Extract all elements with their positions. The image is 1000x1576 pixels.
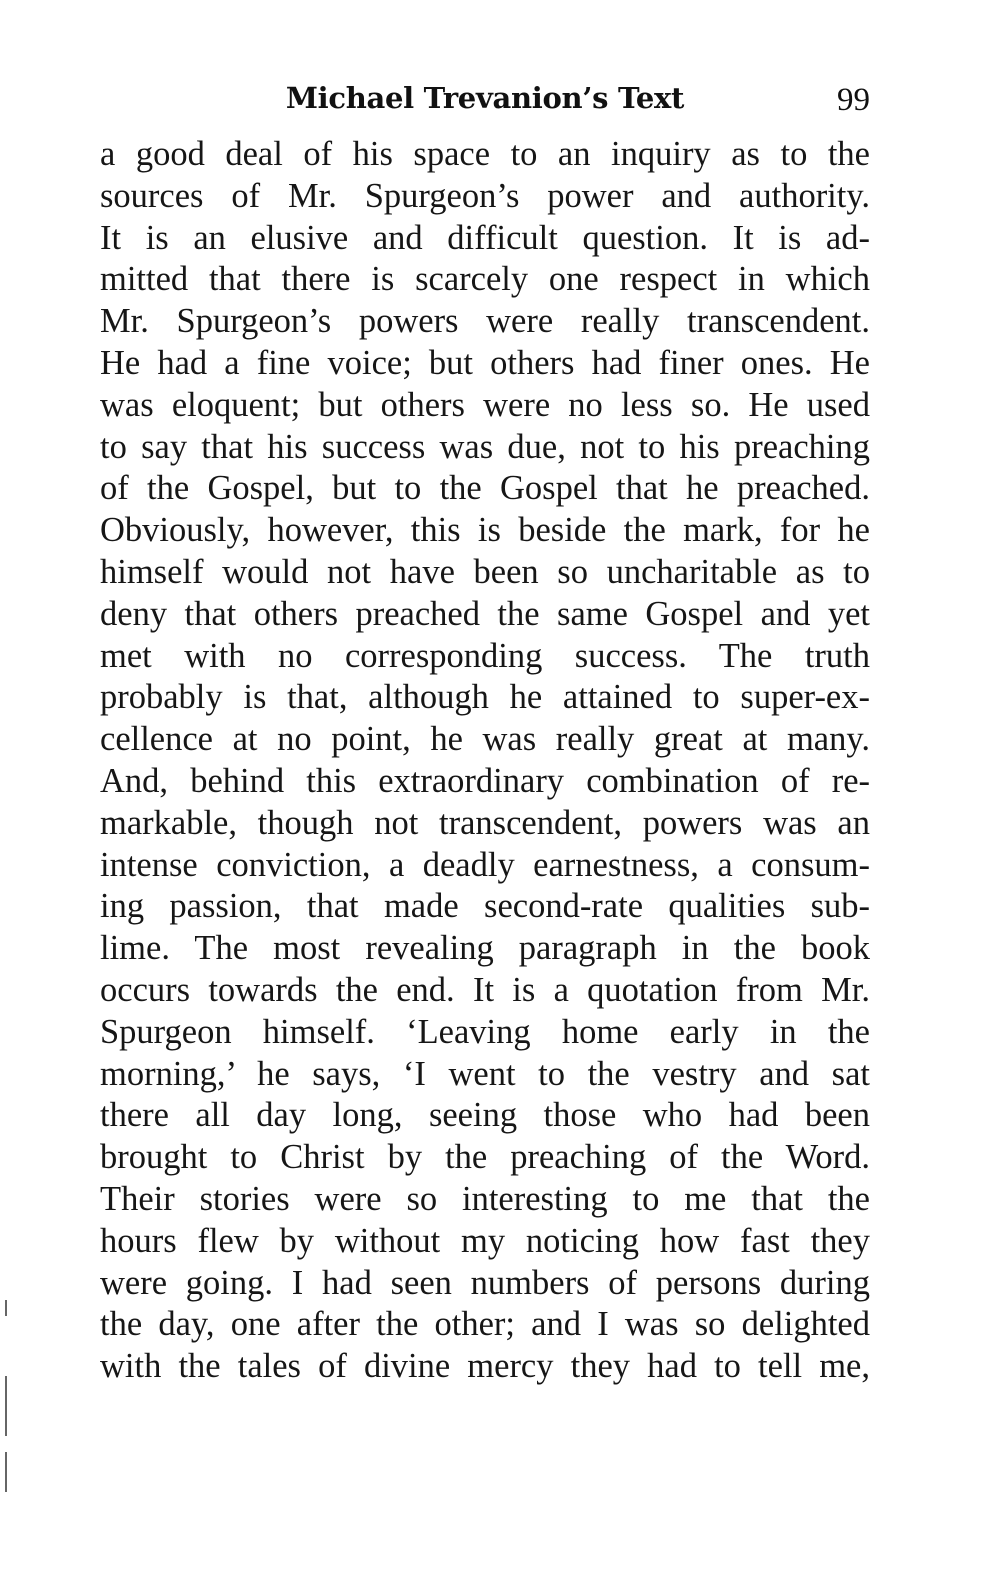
text-line: intense conviction, a deadly earnestness, a consum- [100, 845, 870, 884]
text-line: hours flew by without my noticing how fast they [100, 1221, 870, 1260]
text-line: Mr. Spurgeon’s powers were really transcendent. [100, 302, 870, 341]
scan-edge-mark [5, 1376, 7, 1436]
text-line: markable, though not transcendent, powers was an [100, 803, 870, 842]
text-line: with the tales of divine mercy they had to tell me, [100, 1347, 870, 1386]
text-line: deny that others preached the same Gospel and yet [100, 594, 870, 633]
text-line: It is an elusive and difficult question. It is ad- [100, 218, 870, 257]
text-line: to say that his success was due, not to his preaching [100, 427, 870, 466]
text-line: lime. The most revealing paragraph in the book [100, 929, 870, 968]
scan-edge-mark [5, 1300, 7, 1316]
text-line: morning,’ he says, ‘I went to the vestry and sat [100, 1054, 870, 1093]
text-line: And, behind this extraordinary combination of re- [100, 761, 870, 800]
text-line: He had a fine voice; but others had finer ones. He [100, 343, 870, 382]
text-line: there all day long, seeing those who had been [100, 1096, 870, 1135]
text-line: sources of Mr. Spurgeon’s power and authority. [100, 176, 870, 215]
text-line: Obviously, however, this is beside the mark, for he [100, 511, 870, 550]
scan-edge-mark [5, 1452, 7, 1492]
text-line: were going. I had seen numbers of persons during [100, 1263, 870, 1302]
text-line: the day, one after the other; and I was so delighted [100, 1305, 870, 1344]
text-line: met with no corresponding success. The truth [100, 636, 870, 675]
text-line: probably is that, although he attained to super-ex- [100, 678, 870, 717]
text-line: Their stories were so interesting to me that the [100, 1179, 870, 1218]
text-line: of the Gospel, but to the Gospel that he preached. [100, 469, 870, 508]
text-line: occurs towards the end. It is a quotation from Mr. [100, 970, 870, 1009]
running-head [100, 74, 870, 122]
page-number: 99 [837, 82, 870, 118]
text-line: cellence at no point, he was really great at many. [100, 720, 870, 759]
text-line: a good deal of his space to an inquiry as to the [100, 135, 870, 173]
running-title: Michael Trevanion’s Text [285, 81, 685, 115]
text-line: was eloquent; but others were no less so. He used [100, 385, 870, 424]
text-line: brought to Christ by the preaching of the Word. [100, 1138, 870, 1177]
text-line: himself would not have been so uncharitable as to [100, 552, 870, 591]
text-line: Spurgeon himself. ‘Leaving home early in the [100, 1012, 870, 1051]
text-line: mitted that there is scarcely one respect in which [100, 260, 870, 299]
body-paragraph [100, 134, 870, 1388]
text-line: ing passion, that made second-rate qualities sub- [100, 887, 870, 926]
